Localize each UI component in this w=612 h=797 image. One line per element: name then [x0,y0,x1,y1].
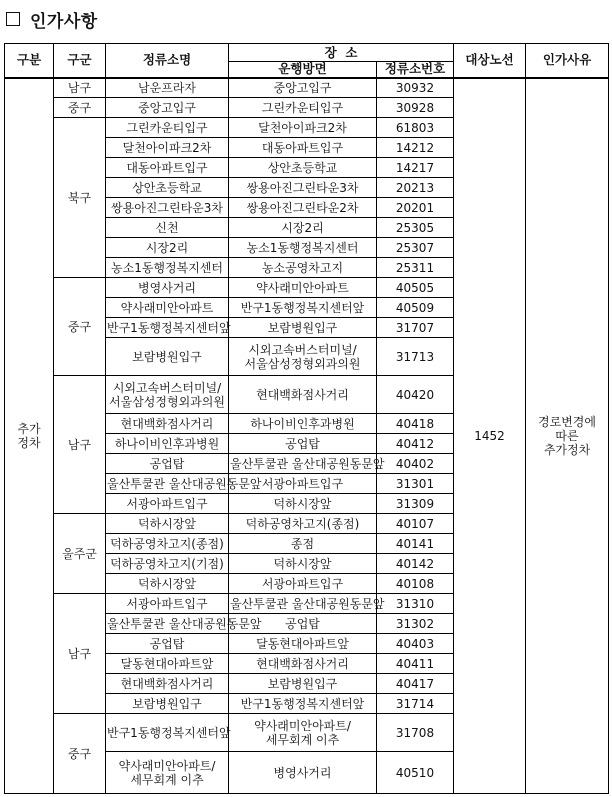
stop-number-cell: 40505 [377,278,454,298]
district-cell: 남구 [54,78,106,98]
direction-cell: 상안초등학교 [229,158,377,178]
direction-cell: 달동현대아파트앞 [229,634,377,654]
stop-name-cell: 쌍용아진그린타운3차 [106,198,229,218]
direction-cell: 울산투쿨관 울산대공원동문앞 [229,454,377,474]
stop-number-cell: 20201 [377,198,454,218]
checkbox-square-icon [6,12,20,26]
stop-number-cell: 61803 [377,118,454,138]
district-cell: 울주군 [54,514,106,594]
district-cell: 중구 [54,714,106,794]
stop-number-cell: 31301 [377,474,454,494]
district-cell: 남구 [54,376,106,514]
stop-name-cell: 반구1동행정복지센터앞 [106,714,229,752]
direction-cell: 중앙고입구 [229,78,377,98]
direction-cell: 덕하시장앞 [229,554,377,574]
stop-number-cell: 31310 [377,594,454,614]
header-stop-name: 정류소명 [106,44,229,78]
header-category: 구분 [5,44,54,78]
stop-name-cell: 보람병원입구 [106,694,229,714]
direction-cell: 반구1동행정복지센터앞 [229,298,377,318]
stop-name-cell: 현대백화점사거리 [106,674,229,694]
direction-cell: 농소공영차고지 [229,258,377,278]
direction-cell: 덕하공영차고지(종점) [229,514,377,534]
stop-number-cell: 40510 [377,752,454,794]
direction-cell: 공업탑 [229,614,377,634]
stop-number-cell: 31713 [377,338,454,376]
stop-name-cell: 보람병원입구 [106,338,229,376]
reason-cell: 경로변경에 따른 추가정차 [526,78,609,794]
direction-cell: 현대백화점사거리 [229,376,377,414]
stop-name-cell: 덕하시장앞 [106,514,229,534]
stop-number-cell: 30928 [377,98,454,118]
stop-name-cell: 대동아파트입구 [106,158,229,178]
stop-name-cell: 공업탑 [106,454,229,474]
stop-number-cell: 40417 [377,674,454,694]
direction-cell: 공업탑 [229,434,377,454]
stop-name-cell: 상안초등학교 [106,178,229,198]
header-stop-number: 정류소번호 [377,62,454,78]
direction-cell: 덕하시장앞 [229,494,377,514]
route-cell: 1452 [454,78,526,794]
direction-cell: 쌍용아진그린타운2차 [229,198,377,218]
district-cell: 남구 [54,594,106,714]
stop-name-cell: 그린카운티입구 [106,118,229,138]
category-cell: 추가 정차 [5,78,54,794]
stop-number-cell: 25311 [377,258,454,278]
stop-name-cell: 병영사거리 [106,278,229,298]
stop-name-cell: 덕하시장앞 [106,574,229,594]
stop-name-cell: 시장2리 [106,238,229,258]
stop-number-cell: 30932 [377,78,454,98]
direction-cell: 그린카운티입구 [229,98,377,118]
direction-cell: 서광아파트입구 [229,474,377,494]
stop-name-cell: 농소1동행정복지센터 [106,258,229,278]
direction-cell: 약사래미안아파트/ 세무회계 이추 [229,714,377,752]
stop-number-cell: 20213 [377,178,454,198]
stop-number-cell: 40411 [377,654,454,674]
stop-number-cell: 31707 [377,318,454,338]
direction-cell: 달천아이파크2차 [229,118,377,138]
stop-name-cell: 덕하공영차고지(기점) [106,554,229,574]
stop-number-cell: 40142 [377,554,454,574]
stop-name-cell: 반구1동행정복지센터앞 [106,318,229,338]
stop-number-cell: 40509 [377,298,454,318]
stop-number-cell: 40402 [377,454,454,474]
stop-number-cell: 40141 [377,534,454,554]
direction-cell: 시장2리 [229,218,377,238]
stop-number-cell: 40107 [377,514,454,534]
stop-number-cell: 40403 [377,634,454,654]
district-cell: 중구 [54,98,106,118]
stop-name-cell: 달동현대아파트앞 [106,654,229,674]
header-direction: 운행방면 [229,62,377,78]
bus-stop-table [4,43,609,794]
direction-cell: 시외고속버스터미널/ 서울삼성정형외과의원 [229,338,377,376]
stop-name-cell: 하나이비인후과병원 [106,434,229,454]
stop-number-cell: 40420 [377,376,454,414]
stop-name-cell: 중앙고입구 [106,98,229,118]
direction-cell: 종점 [229,534,377,554]
header-district: 구군 [54,44,106,78]
stop-number-cell: 40412 [377,434,454,454]
stop-number-cell: 25307 [377,238,454,258]
stop-number-cell: 40108 [377,574,454,594]
stop-number-cell: 14212 [377,138,454,158]
stop-name-cell: 남운프라자 [106,78,229,98]
direction-cell: 반구1동행정복지센터앞 [229,694,377,714]
stop-name-cell: 서광아파트입구 [106,494,229,514]
stop-number-cell: 31714 [377,694,454,714]
direction-cell: 농소1동행정복지센터 [229,238,377,258]
direction-cell: 서광아파트입구 [229,574,377,594]
direction-cell: 쌍용아진그린타운3차 [229,178,377,198]
stop-name-cell: 신천 [106,218,229,238]
stop-number-cell: 25305 [377,218,454,238]
stop-name-cell: 서광아파트입구 [106,594,229,614]
stop-number-cell: 14217 [377,158,454,178]
page-title [6,4,98,34]
stop-name-cell: 달천아이파크2차 [106,138,229,158]
header-route: 대상노선 [454,44,526,78]
direction-cell: 울산투쿨관 울산대공원동문앞 [229,594,377,614]
stop-number-cell: 31309 [377,494,454,514]
stop-name-cell: 울산투쿨관 울산대공원동문앞 [106,614,229,634]
district-cell: 중구 [54,278,106,376]
stop-name-cell: 시외고속버스터미널/ 서울삼성정형외과의원 [106,376,229,414]
stop-name-cell: 약사래미안아파트 [106,298,229,318]
table-row [5,78,609,98]
direction-cell: 병영사거리 [229,752,377,794]
header-location: 장 소 [229,44,454,62]
direction-cell: 보람병원입구 [229,674,377,694]
stop-name-cell: 울산투쿨관 울산대공원동문앞 [106,474,229,494]
header-reason: 인가사유 [526,44,609,78]
direction-cell: 현대백화점사거리 [229,654,377,674]
district-cell: 북구 [54,118,106,278]
stop-number-cell: 31708 [377,714,454,752]
direction-cell: 대동아파트입구 [229,138,377,158]
title-text: 인가사항 [30,11,98,32]
direction-cell: 약사래미안아파트 [229,278,377,298]
direction-cell: 하나이비인후과병원 [229,414,377,434]
direction-cell: 보람병원입구 [229,318,377,338]
stop-name-cell: 공업탑 [106,634,229,654]
stop-number-cell: 40418 [377,414,454,434]
stop-name-cell: 현대백화점사거리 [106,414,229,434]
stop-name-cell: 약사래미안아파트/ 세무회계 이추 [106,752,229,794]
stop-name-cell: 덕하공영차고지(종점) [106,534,229,554]
stop-number-cell: 31302 [377,614,454,634]
